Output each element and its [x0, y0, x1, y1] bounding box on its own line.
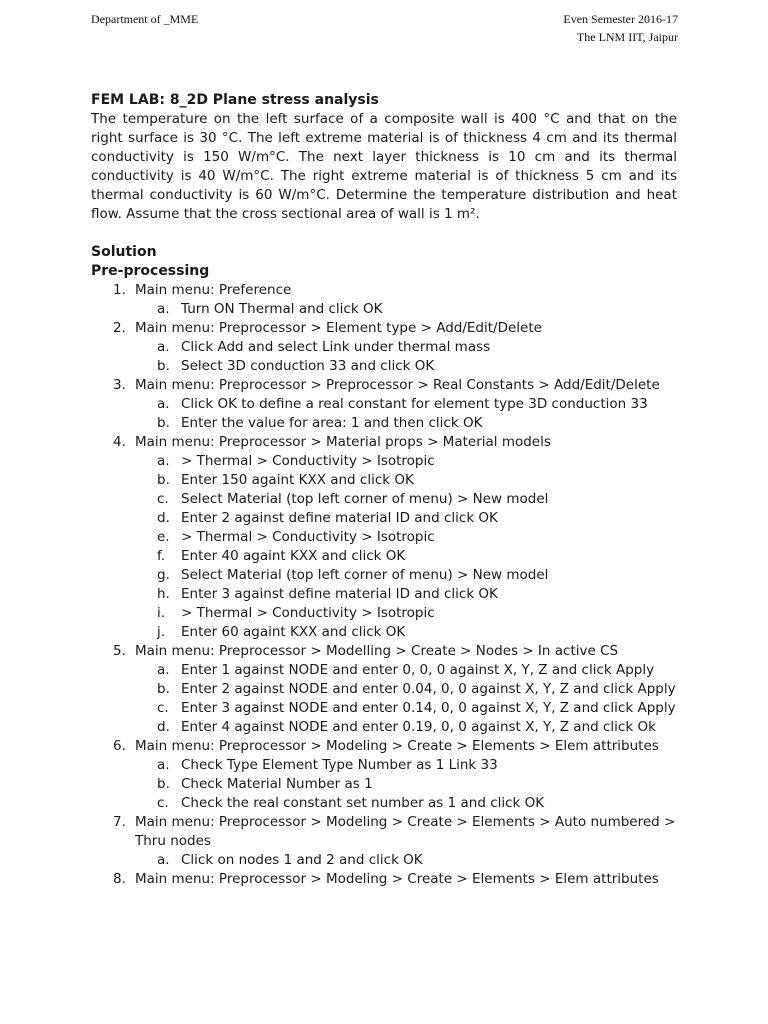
substep-label: f.: [157, 548, 166, 564]
step-item: [91, 433, 677, 642]
substep-label: a.: [157, 852, 170, 868]
step-text: Main menu: Preference: [135, 282, 292, 298]
step-number: 1.: [113, 282, 126, 298]
substeps-list: [135, 756, 677, 813]
substep-label: e.: [157, 529, 170, 545]
substep-text: > Thermal > Conductivity > Isotropic: [181, 529, 435, 545]
step-number: 8.: [113, 871, 126, 887]
substep-item: [91, 566, 677, 585]
lab-title: FEM LAB: 8_2D Plane stress analysis: [91, 92, 379, 108]
substep-label: b.: [157, 776, 170, 792]
substep-item: [91, 775, 677, 794]
substep-item: [91, 623, 677, 642]
substep-text: Click on nodes 1 and 2 and click OK: [181, 852, 423, 868]
substep-item: [91, 604, 677, 623]
header-semester: Even Semester 2016-17: [563, 12, 678, 26]
spacer: [91, 224, 677, 243]
substep-text: Enter 1 against NODE and enter 0, 0, 0 against X, Y, Z and click Apply: [181, 662, 655, 678]
substep-item: [91, 338, 677, 357]
substep-item: [91, 528, 677, 547]
step-number: 2.: [113, 320, 126, 336]
substep-text: Enter 2 against NODE and enter 0.04, 0, 0 against X, Y, Z and click Apply: [181, 681, 676, 697]
substeps-list: [135, 452, 677, 642]
substep-text: Check the real constant set number as 1 and click OK: [181, 795, 545, 811]
substep-item: [91, 357, 677, 376]
substeps-list: [135, 300, 677, 319]
substep-text: Enter 40 againt KXX and click OK: [181, 548, 406, 564]
substep-label: c.: [157, 700, 169, 716]
step-text: Main menu: Preprocessor > Preprocessor > Real Constants > Add/Edit/Delete: [135, 377, 660, 393]
step-number: 6.: [113, 738, 126, 754]
substep-text: Check Material Number as 1: [181, 776, 373, 792]
substep-text: Enter 3 against define material ID and click OK: [181, 586, 498, 602]
substep-item: [91, 661, 677, 680]
substep-label: i.: [157, 605, 166, 621]
step-text: Main menu: Preprocessor > Modeling > Create > Elements > Elem attributes: [135, 738, 659, 754]
substep-item: [91, 756, 677, 775]
substep-item: [91, 300, 677, 319]
substep-item: [91, 471, 677, 490]
substep-text: Enter the value for area: 1 and then click OK: [181, 415, 483, 431]
substep-item: [91, 490, 677, 509]
substep-item: [91, 794, 677, 813]
substep-item: [91, 699, 677, 718]
substep-label: a.: [157, 301, 170, 317]
substep-text: Enter 2 against define material ID and click OK: [181, 510, 498, 526]
substep-item: [91, 395, 677, 414]
substeps-list: [135, 661, 677, 737]
problem-statement: The temperature on the left surface of a composite wall is 400 °C and that on the right surface is 30 °C. The left extreme material is of thickness 4 cm and its thermal conductivity is 150 W/m°C. The next layer thickness is 10 cm and its thermal conductivity is 40 W/m°C. The right extreme material is of thickness 5 cm and its thermal conductivity is 60 W/m°C. Determine the temperature distribution and heat flow. Assume that the cross sectional area of wall is 1 m².: [91, 111, 677, 222]
substep-label: d.: [157, 510, 170, 526]
document-body: [91, 91, 677, 889]
step-item: [91, 281, 677, 319]
substep-text: Enter 3 against NODE and enter 0.14, 0, 0 against X, Y, Z and click Apply: [181, 700, 676, 716]
substep-label: b.: [157, 472, 170, 488]
substep-item: [91, 851, 677, 870]
substep-label: d.: [157, 719, 170, 735]
substep-text: Click Add and select Link under thermal mass: [181, 339, 491, 355]
step-item: [91, 870, 677, 889]
substep-text: Select Material (top left corner of menu) > New model: [181, 491, 549, 507]
step-text: Main menu: Preprocessor > Element type > Add/Edit/Delete: [135, 320, 542, 336]
steps-list: [91, 281, 677, 889]
header-institute: The LNM IIT, Jaipur: [576, 30, 678, 44]
substep-item: [91, 414, 677, 433]
substep-label: b.: [157, 681, 170, 697]
step-text: Main menu: Preprocessor > Material props > Material models: [135, 434, 551, 450]
substep-label: a.: [157, 453, 170, 469]
step-text: Main menu: Preprocessor > Modelling > Create > Nodes > In active CS: [135, 643, 619, 659]
substep-text: Select Material (top left corner of menu) > New model: [181, 567, 549, 583]
step-item: [91, 319, 677, 376]
step-number: 4.: [113, 434, 126, 450]
substeps-list: [135, 338, 677, 376]
substep-label: a.: [157, 662, 170, 678]
substeps-list: [135, 851, 677, 870]
step-number: 7.: [113, 814, 126, 830]
substep-text: Check Type Element Type Number as 1 Link 33: [181, 757, 498, 773]
substep-label: c.: [157, 795, 169, 811]
substep-text: > Thermal > Conductivity > Isotropic: [181, 605, 435, 621]
substep-text: Click OK to define a real constant for element type 3D conduction 33: [181, 396, 648, 412]
substep-item: [91, 680, 677, 699]
header-department: Department of _MME: [91, 12, 199, 26]
substep-label: b.: [157, 415, 170, 431]
header-semester-info: [563, 10, 678, 46]
step-text: Main menu: Preprocessor > Modeling > Create > Elements > Elem attributes: [135, 871, 659, 887]
substep-text: Enter 150 againt KXX and click OK: [181, 472, 414, 488]
substep-label: b.: [157, 358, 170, 374]
substep-item: [91, 547, 677, 566]
step-item: [91, 737, 677, 813]
substeps-list: [135, 395, 677, 433]
substep-label: a.: [157, 396, 170, 412]
preprocessing-heading: Pre-processing: [91, 263, 210, 279]
substep-text: Select 3D conduction 33 and click OK: [181, 358, 435, 374]
substep-text: > Thermal > Conductivity > Isotropic: [181, 453, 435, 469]
substep-label: g.: [157, 567, 170, 583]
step-item: [91, 813, 677, 870]
step-item: [91, 376, 677, 433]
substep-label: j.: [157, 624, 166, 640]
substep-item: [91, 718, 677, 737]
step-number: 3.: [113, 377, 126, 393]
substep-item: [91, 452, 677, 471]
step-text: Main menu: Preprocessor > Modeling > Create > Elements > Auto numbered > Thru nodes: [135, 814, 676, 849]
substep-label: c.: [157, 491, 169, 507]
solution-heading: Solution: [91, 244, 157, 260]
substep-text: Enter 60 againt KXX and click OK: [181, 624, 406, 640]
substep-label: a.: [157, 757, 170, 773]
substep-label: h.: [157, 586, 170, 602]
step-number: 5.: [113, 643, 126, 659]
substep-item: [91, 585, 677, 604]
substep-text: Enter 4 against NODE and enter 0.19, 0, 0 against X, Y, Z and click Ok: [181, 719, 656, 735]
substep-label: a.: [157, 339, 170, 355]
substep-item: [91, 509, 677, 528]
substep-text: Turn ON Thermal and click OK: [181, 301, 383, 317]
step-item: [91, 642, 677, 737]
